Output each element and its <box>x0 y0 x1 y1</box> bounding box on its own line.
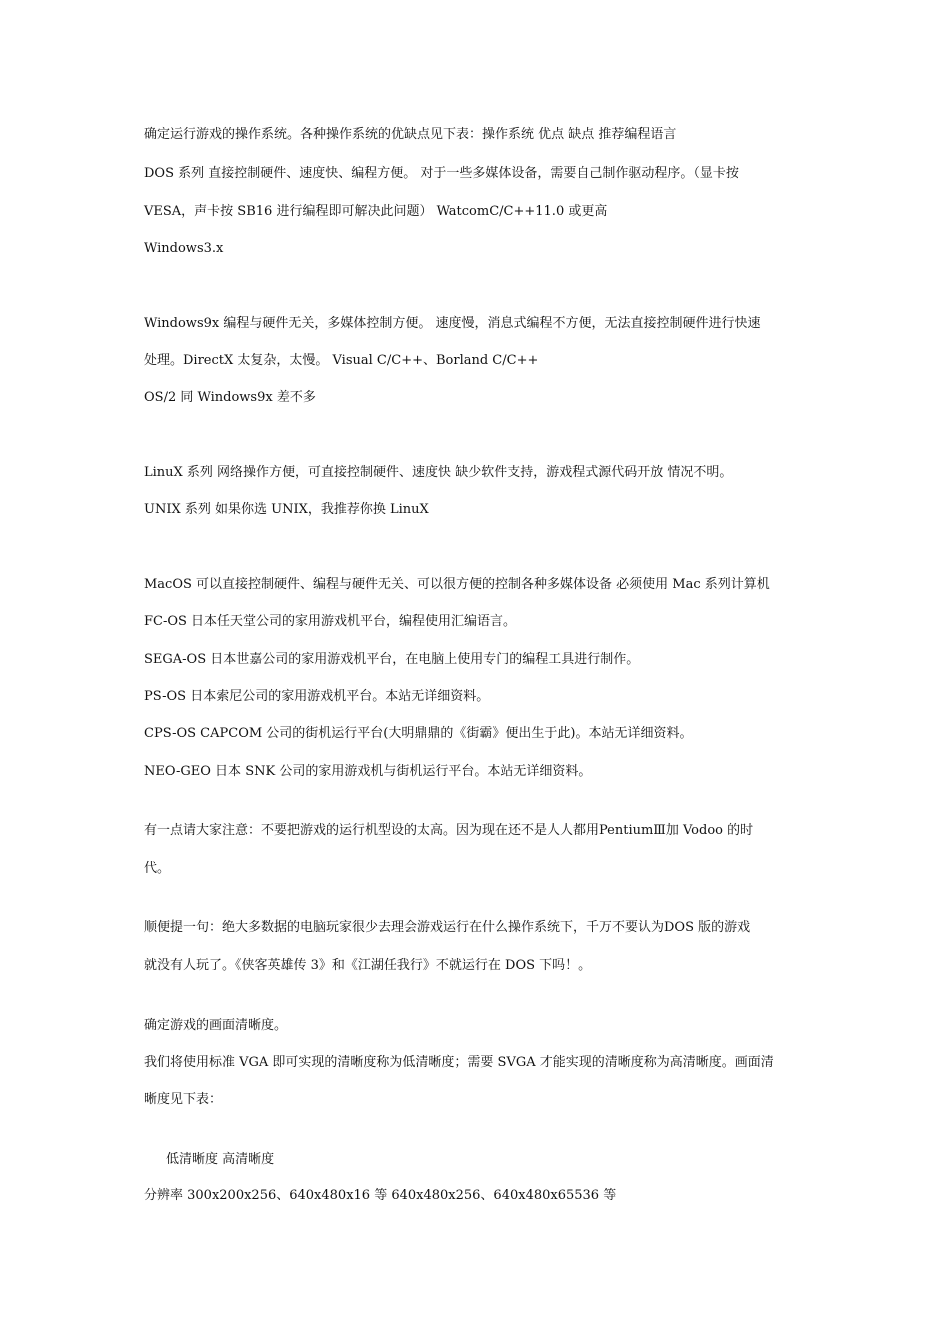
text-line-unix: UNIX 系列 如果你选 UNIX，我推荐你换 LinuX <box>144 502 429 517</box>
text-line-resolution-heading: 确定游戏的画面清晰度。 <box>144 1018 288 1033</box>
text-line-os-intro: 确定运行游戏的操作系统。各种操作系统的优缺点见下表：操作系统 优点 缺点 推荐编程语言 <box>144 127 677 142</box>
text-line-linux: LinuX 系列 网络操作方便，可直接控制硬件、速度快 缺少软件支持，游戏程式源代码开放 情况不明。 <box>144 465 733 480</box>
text-line-cps-os: CPS-OS CAPCOM 公司的街机运行平台(大明鼎鼎的《街霸》便出生于此)。本站无详细资料。 <box>144 726 693 741</box>
text-line-aside-1: 顺便提一句：绝大多数据的电脑玩家很少去理会游戏运行在什么操作系统下，千万不要认为DOS 版的游戏 <box>144 920 751 935</box>
text-line-note-2: 代。 <box>144 861 171 876</box>
text-line-resolution-1: 我们将使用标准 VGA 即可实现的清晰度称为低清晰度；需要 SVGA 才能实现的清晰度称为高清晰度。画面清 <box>144 1055 774 1070</box>
text-line-note-1: 有一点请大家注意：不要把游戏的运行机型设的太高。因为现在还不是人人都用PentiumⅢ加 Vodoo 的时 <box>144 823 754 838</box>
text-line-os2: OS/2 同 Windows9x 差不多 <box>144 390 316 405</box>
text-line-resolution-2: 晰度见下表： <box>144 1092 223 1107</box>
text-line-sega-os: SEGA-OS 日本世嘉公司的家用游戏机平台，在电脑上使用专门的编程工具进行制作。 <box>144 652 640 667</box>
text-line-macos: MacOS 可以直接控制硬件、编程与硬件无关、可以很方便的控制各种多媒体设备 必须使用 Mac 系列计算机 <box>144 577 770 592</box>
text-line-windows9x-2: 处理。DirectX 太复杂，太慢。 Visual C/C++、Borland C/C++ <box>144 353 539 368</box>
text-line-dos-1: DOS 系列 直接控制硬件、速度快、编程方便。 对于一些多媒体设备，需要自己制作驱动程序。（显卡按 <box>144 166 739 181</box>
text-line-fc-os: FC-OS 日本任天堂公司的家用游戏机平台，编程使用汇编语言。 <box>144 614 517 629</box>
text-line-windows9x-1: Windows9x 编程与硬件无关，多媒体控制方便。 速度慢，消息式编程不方便，无法直接控制硬件进行快速 <box>144 316 761 331</box>
table-header-clarity: 低清晰度 高清晰度 <box>166 1152 275 1167</box>
text-line-ps-os: PS-OS 日本索尼公司的家用游戏机平台。本站无详细资料。 <box>144 689 490 704</box>
text-line-neo-geo: NEO-GEO 日本 SNK 公司的家用游戏机与街机运行平台。本站无详细资料。 <box>144 764 592 779</box>
text-line-windows3x: Windows3.x <box>144 241 224 256</box>
text-line-dos-2: VESA，声卡按 SB16 进行编程即可解决此问题） WatcomC/C++11.0 或更高 <box>144 204 608 219</box>
text-line-aside-2: 就没有人玩了。《侠客英雄传 3》和《江湖任我行》不就运行在 DOS 下吗！。 <box>144 958 592 973</box>
table-row-resolution: 分辨率 300x200x256、640x480x16 等 640x480x256、640x480x65536 等 <box>144 1188 617 1203</box>
